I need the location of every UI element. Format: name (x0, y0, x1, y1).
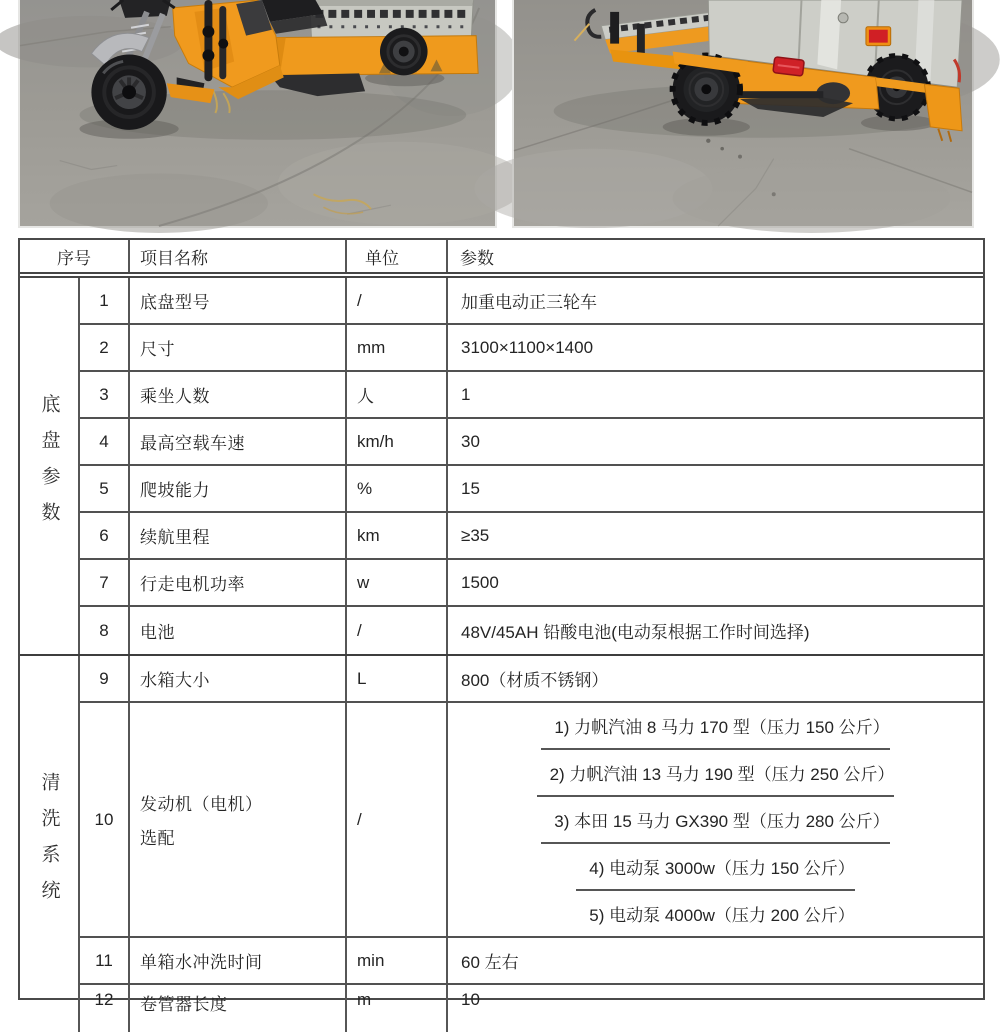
row-param-options (448, 703, 983, 936)
table-header-row (20, 240, 983, 278)
row-unit: / (347, 607, 448, 654)
row-param: 800（材质不锈钢） (461, 671, 609, 690)
table-row-engine-options (80, 703, 983, 938)
table-row (80, 325, 983, 372)
row-no: 2 (80, 325, 130, 370)
header-param: 参数 (460, 248, 494, 268)
group-label-cell (20, 656, 80, 1032)
row-unit: L (347, 656, 448, 701)
row-param: 加重电动正三轮车 (461, 293, 597, 312)
table-row (80, 372, 983, 419)
group-cleaning-rows (80, 656, 983, 1032)
row-item: 单箱水冲洗时间 (130, 938, 347, 983)
engine-option: 3) 本田 15 马力 GX390 型（压力 280 公斤） (541, 797, 889, 844)
row-param: 48V/45AH 铅酸电池(电动泵根据工作时间选择) (461, 623, 810, 642)
item-line-1: 发动机（电机） (140, 795, 263, 814)
row-no: 1 (80, 278, 130, 323)
row-param: 30 (461, 431, 480, 451)
table-row (80, 985, 983, 1032)
engine-option: 5) 电动泵 4000w（压力 200 公斤） (589, 906, 855, 925)
table-row (80, 513, 983, 560)
row-unit: mm (347, 325, 448, 370)
row-unit: min (347, 938, 448, 983)
row-item: 底盘型号 (130, 278, 347, 323)
row-no: 6 (80, 513, 130, 558)
item-line-2: 选配 (140, 829, 175, 848)
row-item: 尺寸 (130, 325, 347, 370)
engine-option: 1) 力帆汽油 8 马力 170 型（压力 150 公斤） (541, 703, 889, 750)
row-no: 11 (80, 938, 130, 983)
photo-rear-view (512, 0, 974, 228)
row-no: 10 (80, 703, 130, 936)
row-param: 1 (461, 384, 471, 404)
row-item: 卷管器长度 (130, 985, 347, 1032)
row-no: 4 (80, 419, 130, 464)
table-row (80, 938, 983, 985)
row-item: 乘坐人数 (130, 372, 347, 417)
row-param: 3100×1100×1400 (461, 337, 594, 357)
header-index: 序号 (20, 240, 130, 272)
right-tail-light (866, 27, 891, 46)
row-item: 最高空载车速 (130, 419, 347, 464)
row-unit: km (347, 513, 448, 558)
row-item: 续航里程 (130, 513, 347, 558)
row-no: 7 (80, 560, 130, 605)
table-row (80, 607, 983, 654)
row-param: 60 左右 (461, 953, 519, 972)
tricycle-front-illustration (20, 0, 495, 226)
row-no: 8 (80, 607, 130, 654)
row-item: 行走电机功率 (130, 560, 347, 605)
row-param: ≥35 (461, 525, 490, 545)
row-item: 电池 (130, 607, 347, 654)
row-no: 9 (80, 656, 130, 701)
row-unit: 人 (347, 372, 448, 417)
engine-option: 2) 力帆汽油 13 马力 190 型（压力 250 公斤） (537, 750, 895, 797)
group-chassis (20, 278, 983, 656)
front-wheel (91, 55, 166, 130)
group-cleaning (20, 656, 983, 1032)
row-unit: / (347, 278, 448, 323)
row-unit: / (347, 703, 448, 936)
group-label-chassis: 底盘参数 (38, 394, 60, 538)
tricycle-rear-illustration (514, 0, 972, 226)
engine-option: 4) 电动泵 3000w（压力 150 公斤） (576, 844, 854, 891)
table-row (80, 466, 983, 513)
table-row (80, 278, 983, 325)
table-row (80, 419, 983, 466)
table-row (80, 560, 983, 607)
spec-table (18, 238, 985, 1014)
rear-wheel (380, 28, 428, 76)
row-param: 15 (461, 478, 480, 498)
row-item: 水箱大小 (130, 656, 347, 701)
group-chassis-rows (80, 278, 983, 654)
left-tail-light (773, 57, 804, 76)
group-label-cell (20, 278, 80, 654)
row-no: 12 (80, 985, 130, 1032)
row-item (130, 703, 347, 936)
row-unit: m (347, 985, 448, 1032)
row-no: 3 (80, 372, 130, 417)
group-label-cleaning: 清洗系统 (38, 772, 60, 916)
photo-front-view (18, 0, 497, 228)
row-unit: % (347, 466, 448, 511)
header-item: 项目名称 (130, 240, 347, 272)
row-param: 10 (461, 990, 480, 1009)
table-row (80, 656, 983, 703)
row-item: 爬坡能力 (130, 466, 347, 511)
row-unit: w (347, 560, 448, 605)
row-param: 1500 (461, 572, 499, 592)
row-no: 5 (80, 466, 130, 511)
header-unit: 单位 (347, 240, 448, 272)
row-unit: km/h (347, 419, 448, 464)
